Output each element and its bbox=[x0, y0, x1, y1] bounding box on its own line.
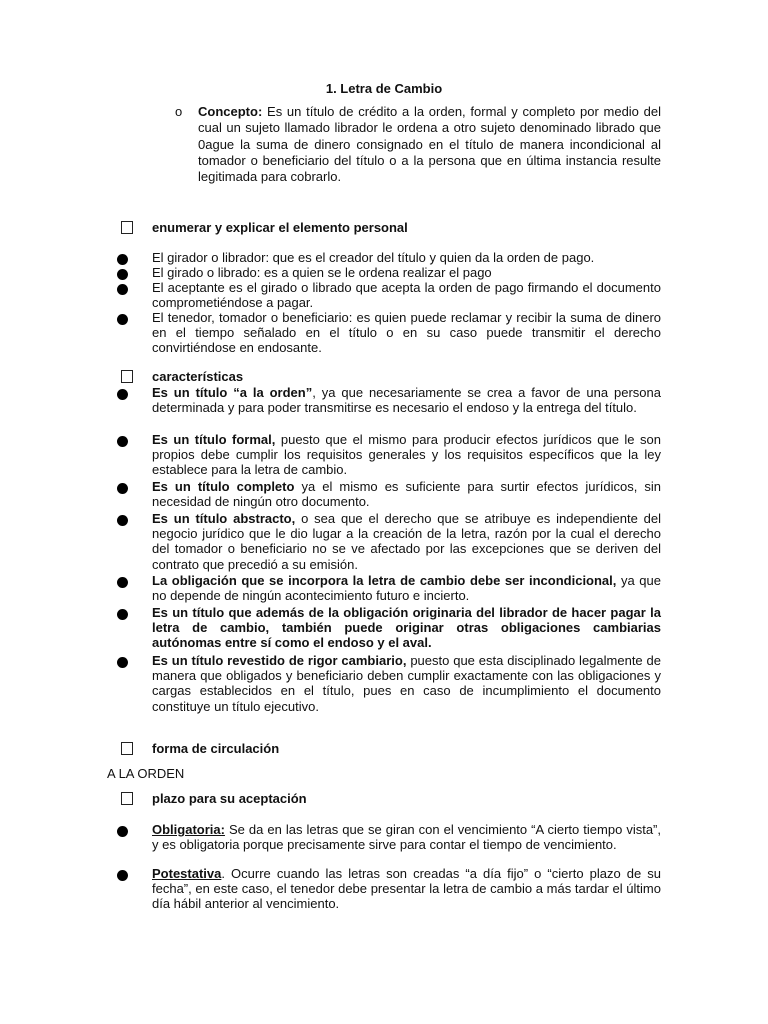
item-text: puesto que el mismo para producir efectos jurídicos que le son propios debe cumplir los requisitos generales y los requisitos específicos que la ley establece para la letra de cambio. bbox=[152, 432, 661, 478]
bullet-icon bbox=[117, 389, 128, 400]
item-label: Potestativa bbox=[152, 866, 222, 881]
item-bold: Es un título completo bbox=[152, 479, 295, 494]
section-heading-caracteristicas: características bbox=[152, 369, 244, 384]
bullet-icon bbox=[117, 436, 128, 447]
item-text: ya que no depende de ningún acontecimiento futuro e incierto. bbox=[152, 573, 661, 604]
section-heading-circulacion: forma de circulación bbox=[152, 741, 280, 756]
section-heading-personal: enumerar y explicar el elemento personal bbox=[152, 220, 408, 235]
concept-paragraph bbox=[198, 104, 661, 185]
list-item: El aceptante es el girado o librado que acepta la orden de pago firmando el documento comprometiéndose a pagar. bbox=[152, 280, 661, 311]
item-bold: Es un título revestido de rigor cambiario, bbox=[152, 653, 407, 668]
concept-text: Es un título de crédito a la orden, formal y completo por medio del cual un sujeto llamado librador le ordena a otro sujeto denominado librado que 0ague la suma de dinero consignado en el título de manera incondicional al tomador o beneficiario del título o a la persona que en última instancia resulte legitimada para cobrarlo. bbox=[198, 104, 661, 185]
missing-glyph-icon bbox=[121, 742, 133, 755]
bullet-icon bbox=[117, 657, 128, 668]
bullet-icon bbox=[117, 577, 128, 588]
list-item bbox=[152, 866, 661, 912]
list-item bbox=[152, 511, 661, 572]
list-item: El girado o librado: es a quien se le ordena realizar el pago bbox=[152, 265, 492, 280]
list-item bbox=[152, 822, 661, 852]
list-item bbox=[152, 432, 661, 478]
item-label: Obligatoria: bbox=[152, 822, 225, 837]
item-bold: Es un título abstracto, bbox=[152, 511, 296, 526]
bullet-icon bbox=[117, 826, 128, 837]
missing-glyph-icon bbox=[121, 792, 133, 805]
list-item bbox=[152, 385, 661, 415]
section-heading-plazo: plazo para su aceptación bbox=[152, 791, 307, 806]
item-text: , ya que necesariamente se crea a favor de una persona determinada y para poder transmitirse es necesario el endoso y la entrega del título. bbox=[152, 385, 661, 416]
bullet-icon bbox=[117, 314, 128, 325]
list-item bbox=[152, 479, 661, 509]
list-item bbox=[152, 573, 661, 603]
item-text: ya el mismo es suficiente para surtir efectos jurídicos, sin necesidad de ningún otro documento. bbox=[152, 479, 661, 510]
item-text: Se da en las letras que se giran con el vencimiento “A cierto tiempo vista”, y es obligatoria porque precisamente sirve para contar el tiempo de vencimiento. bbox=[152, 822, 661, 853]
list-item: El tenedor, tomador o beneficiario: es quien puede reclamar y recibir la suma de dinero en el tiempo señalado en el título o en su caso puede transmitir el derecho convirtiéndose en endosante. bbox=[152, 310, 661, 356]
concept-bullet: o bbox=[175, 104, 183, 119]
bullet-icon bbox=[117, 609, 128, 620]
bullet-icon bbox=[117, 284, 128, 295]
list-item bbox=[152, 653, 661, 714]
bullet-icon bbox=[117, 515, 128, 526]
missing-glyph-icon bbox=[121, 221, 133, 234]
bullet-icon bbox=[117, 483, 128, 494]
item-text: . Ocurre cuando las letras son creadas “a día fijo” o “cierto plazo de su fecha”, en este caso, el tenedor debe presentar la letra de cambio a más tardar el último día hábil anterior al vencimiento. bbox=[152, 866, 661, 912]
item-bold: Es un título formal, bbox=[152, 432, 276, 447]
item-bold: Es un título “a la orden” bbox=[152, 385, 313, 400]
item-bold: La obligación que se incorpora la letra de cambio debe ser incondicional, bbox=[152, 573, 617, 588]
item-text: o sea que el derecho que se atribuye es independiente del negocio jurídico que le dio lugar a la creación de la letra, razón por la cual el derecho del tomador o beneficiario no se ve afectado por las excepciones que se deriven del contrato que precedió a su emisión. bbox=[152, 511, 661, 572]
list-item bbox=[152, 605, 661, 651]
document-title: 1. Letra de Cambio bbox=[325, 81, 443, 96]
missing-glyph-icon bbox=[121, 370, 133, 383]
circulacion-value: A LA ORDEN bbox=[107, 766, 185, 781]
bullet-icon bbox=[117, 870, 128, 881]
concept-label: Concepto: bbox=[198, 104, 263, 119]
bullet-icon bbox=[117, 269, 128, 280]
item-bold: Es un título que además de la obligación originaria del librador de hacer pagar la letra de cambio, también puede originar otras obligaciones cambiarias autónomas entre sí como el endoso y el aval. bbox=[152, 605, 661, 651]
bullet-icon bbox=[117, 254, 128, 265]
item-text: puesto que esta disciplinado legalmente de manera que obligados y beneficiario deben cumplir exactamente con las obligaciones y cargas establecidos en el título, pues en caso de incumplimiento el documento constituye un título ejecutivo. bbox=[152, 653, 661, 714]
list-item: El girador o librador: que es el creador del título y quien da la orden de pago. bbox=[152, 250, 595, 265]
